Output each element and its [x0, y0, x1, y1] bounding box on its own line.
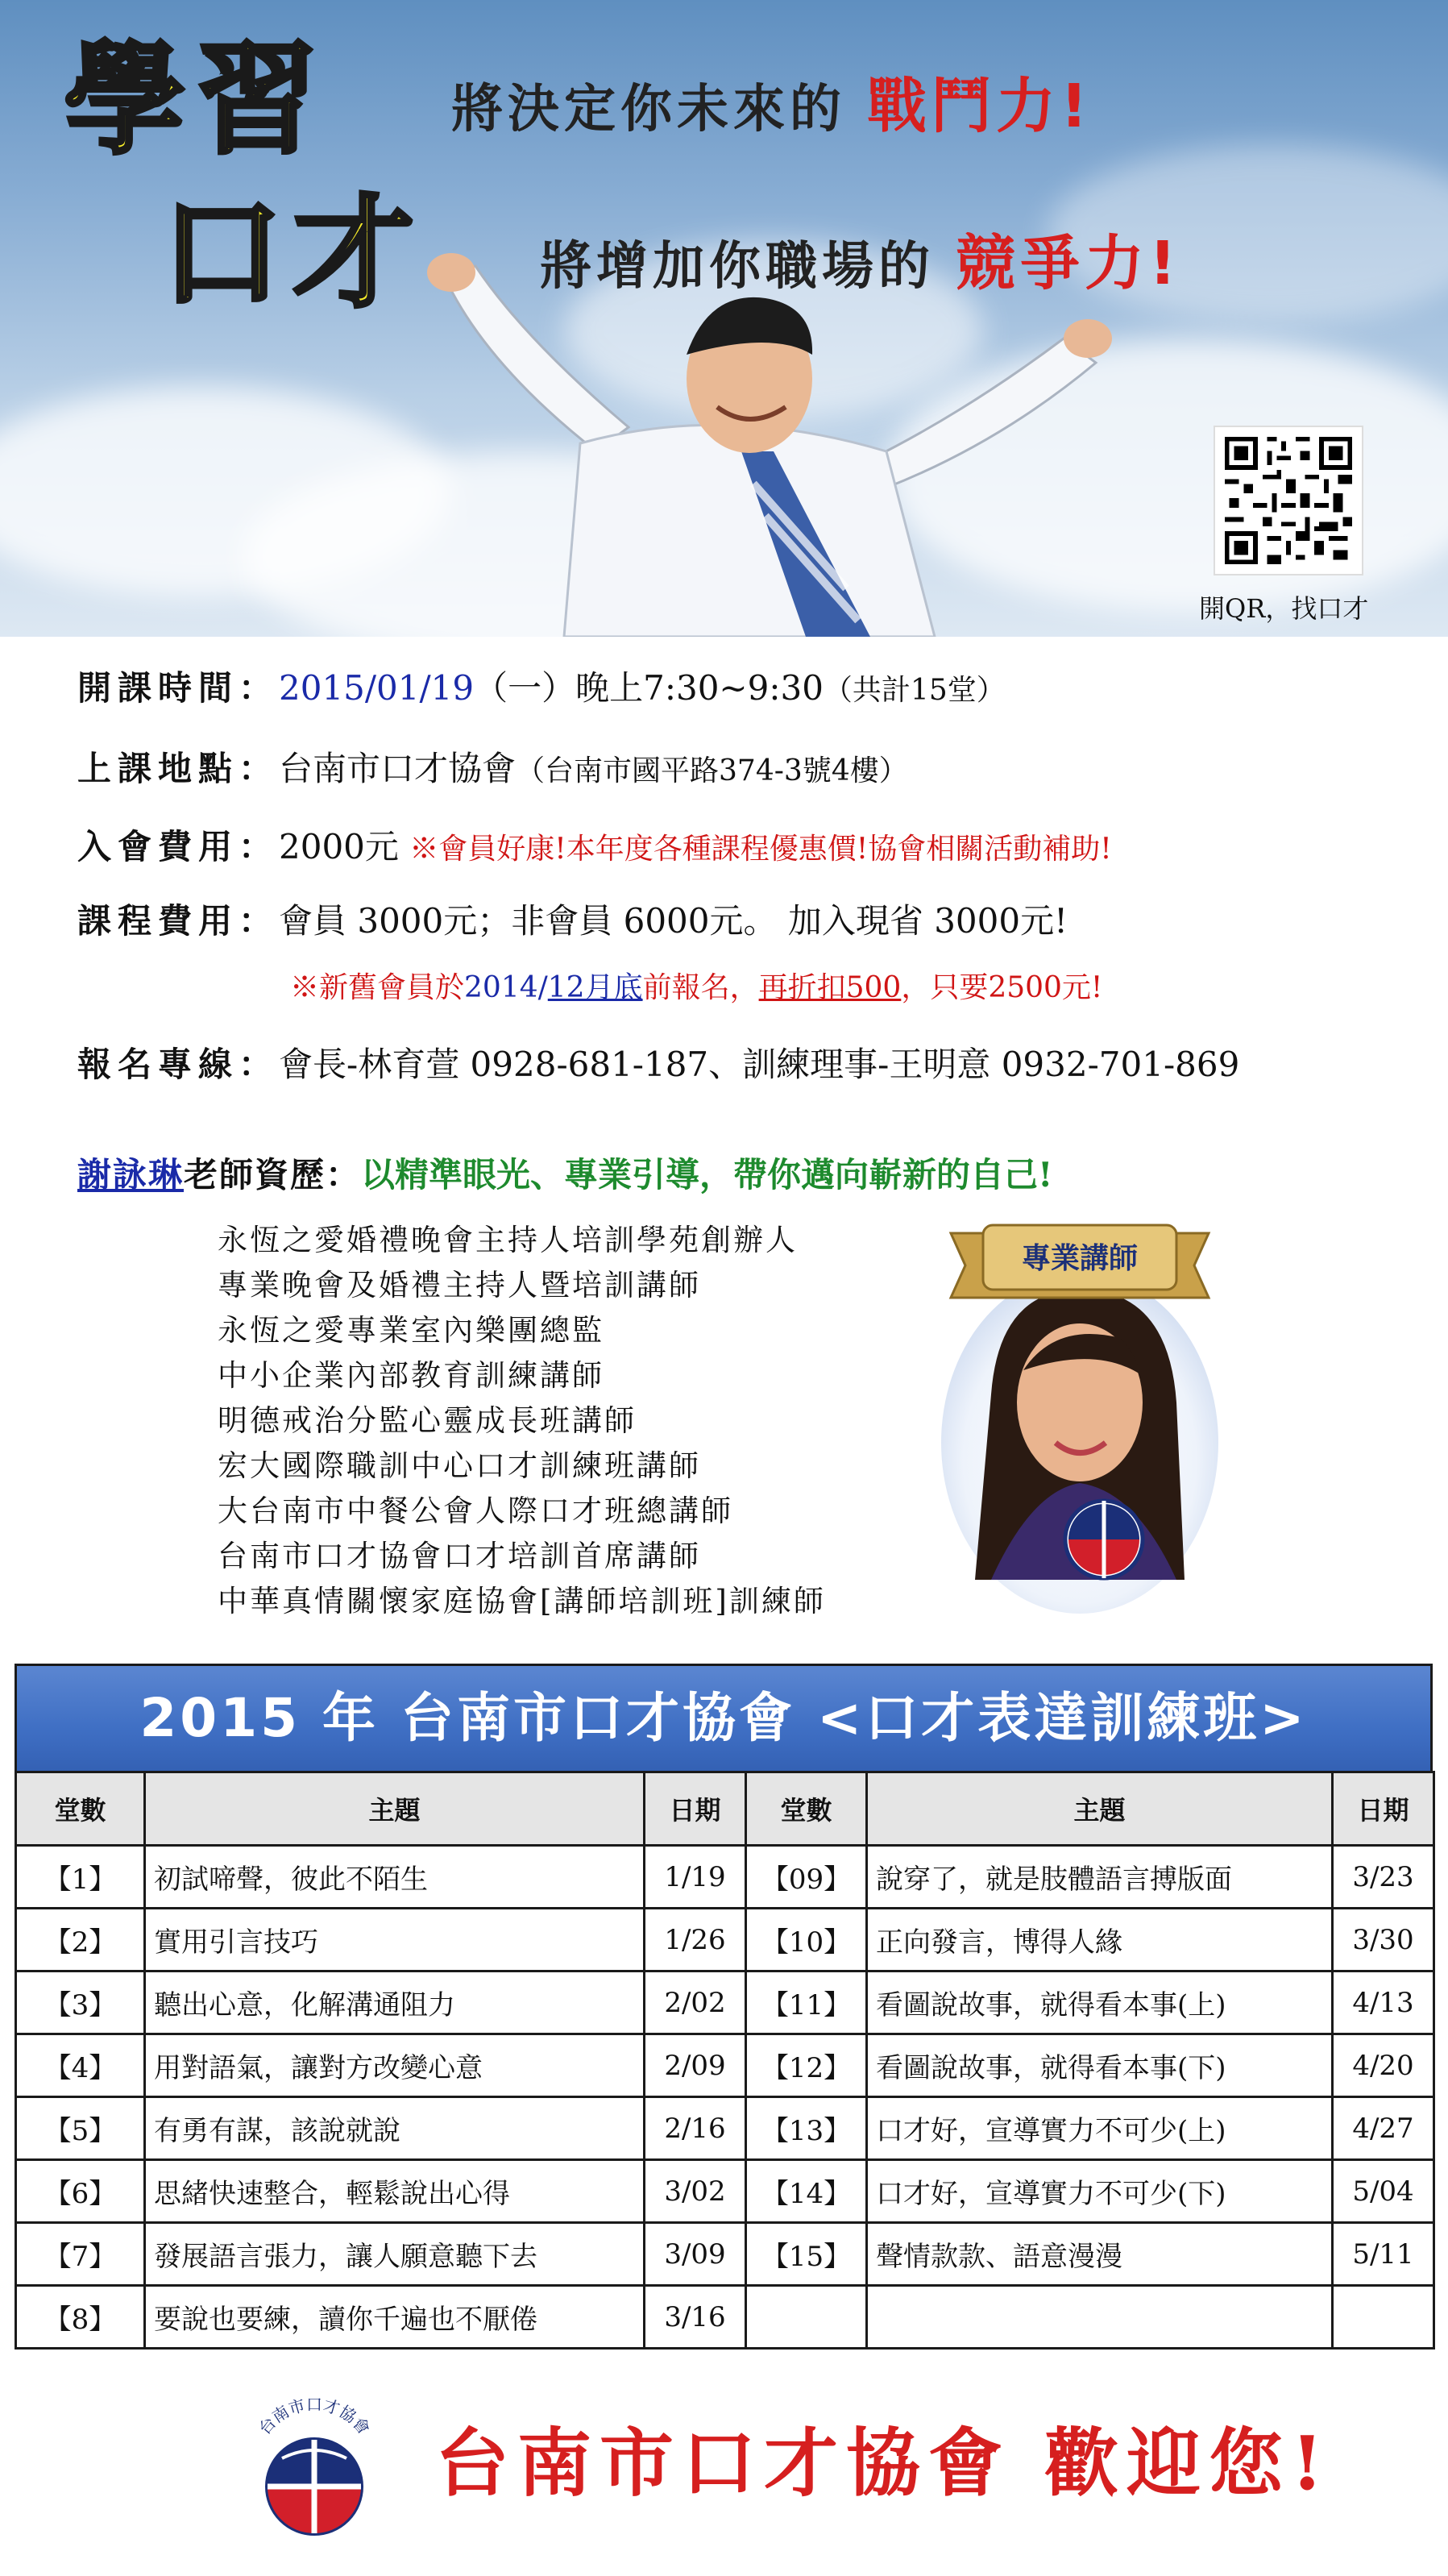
discount-prefix: ※新舊會員於 — [290, 971, 465, 1004]
hero-line-1-highlight: 戰鬥力! — [867, 72, 1093, 141]
lesson-topic — [867, 2286, 1333, 2349]
table-row — [16, 2160, 1434, 2223]
lesson-date: 4/20 — [1333, 2034, 1434, 2097]
lesson-no: 【14】 — [746, 2160, 867, 2223]
header-date-right: 日期 — [1333, 1772, 1434, 1846]
hero-word-learn: 學習 — [64, 31, 330, 171]
table-row — [16, 1909, 1434, 1971]
place-label: 上課地點： — [77, 749, 280, 788]
header-date-left: 日期 — [645, 1772, 746, 1846]
schedule-title: 2015 年 台南市口才協會 <口才表達訓練班> — [15, 1664, 1433, 1771]
teacher-portrait — [935, 1201, 1225, 1620]
lesson-date: 3/02 — [645, 2160, 746, 2223]
lesson-topic: 看圖說故事，就得看本事(上) — [867, 1971, 1333, 2034]
discount-month: 12月底 — [547, 971, 643, 1004]
lesson-topic: 口才好，宣導實力不可少(上) — [867, 2097, 1333, 2160]
lesson-date: 1/26 — [645, 1909, 746, 1971]
lesson-topic: 實用引言技巧 — [145, 1909, 645, 1971]
lesson-topic: 看圖說故事，就得看本事(下) — [867, 2034, 1333, 2097]
lesson-date: 3/30 — [1333, 1909, 1434, 1971]
fee-value: 2000元 — [279, 827, 399, 866]
lesson-no: 【5】 — [16, 2097, 145, 2160]
lesson-topic: 口才好，宣導實力不可少(下) — [867, 2160, 1333, 2223]
lesson-date: 4/27 — [1333, 2097, 1434, 2160]
credential-item: 台南市口才協會口才培訓首席講師 — [218, 1539, 701, 1573]
lesson-topic: 聲情款款、語意漫漫 — [867, 2223, 1333, 2286]
lesson-no: 【8】 — [16, 2286, 145, 2349]
lesson-date: 5/04 — [1333, 2160, 1434, 2223]
header-lesson-left: 堂數 — [16, 1772, 145, 1846]
credential-item: 永恆之愛婚禮晚會主持人培訓學苑創辦人 — [218, 1223, 798, 1257]
lesson-no: 【09】 — [746, 1846, 867, 1909]
lesson-no — [746, 2286, 867, 2349]
lesson-no: 【1】 — [16, 1846, 145, 1909]
lesson-topic: 要說也要練，讀你千遍也不厭倦 — [145, 2286, 645, 2349]
schedule-table — [15, 1664, 1433, 2350]
credential-item: 明德戒治分監心靈成長班講師 — [218, 1403, 637, 1438]
lesson-no: 【15】 — [746, 2223, 867, 2286]
teacher-name[interactable]: 謝詠琳 — [77, 1155, 185, 1195]
course-value: 會員 3000元；非會員 6000元。 加入現省 3000元! — [279, 901, 1068, 941]
lesson-date: 3/16 — [645, 2286, 746, 2349]
lesson-date: 3/09 — [645, 2223, 746, 2286]
course-table — [15, 1771, 1435, 2350]
hero-line-1-text: 將決定你未來的 — [451, 80, 846, 139]
discount-year: 2014/ — [464, 971, 548, 1004]
table-row — [16, 1846, 1434, 1909]
place-name: 台南市口才協會 — [279, 749, 517, 788]
table-row — [16, 2097, 1434, 2160]
credential-item: 中華真情關懷家庭協會[講師培訓班]訓練師 — [218, 1584, 826, 1618]
lesson-no: 【6】 — [16, 2160, 145, 2223]
course-label: 課程費用： — [77, 901, 280, 941]
hero-line-2 — [540, 229, 1181, 298]
lesson-date: 5/11 — [1333, 2223, 1434, 2286]
lesson-no: 【7】 — [16, 2223, 145, 2286]
credential-item: 大台南市中餐公會人際口才班總講師 — [218, 1494, 733, 1528]
info-signup — [77, 1045, 1240, 1084]
lesson-topic: 有勇有謀，該說就說 — [145, 2097, 645, 2160]
qr-code[interactable] — [1215, 427, 1362, 574]
lesson-no: 【4】 — [16, 2034, 145, 2097]
lesson-topic: 正向發言，博得人緣 — [867, 1909, 1333, 1971]
discount-mid: 前報名， — [642, 971, 759, 1004]
lesson-no: 【12】 — [746, 2034, 867, 2097]
lesson-topic: 發展語言張力，讓人願意聽下去 — [145, 2223, 645, 2286]
lesson-no: 【11】 — [746, 1971, 867, 2034]
time-note: （共計15堂） — [823, 674, 1006, 707]
lesson-date: 2/16 — [645, 2097, 746, 2160]
credential-item: 專業晚會及婚禮主持人暨培訓講師 — [218, 1268, 701, 1303]
lesson-no: 【3】 — [16, 1971, 145, 2034]
info-discount — [290, 971, 1103, 1004]
time-label: 開課時間： — [77, 668, 280, 708]
table-header-row — [16, 1772, 1434, 1846]
signup-label: 報名專線： — [77, 1045, 280, 1084]
hero-banner — [0, 0, 1448, 637]
header-lesson-right: 堂數 — [746, 1772, 867, 1846]
discount-suffix: ，只要2500元! — [901, 971, 1103, 1004]
lesson-date: 2/02 — [645, 1971, 746, 2034]
info-time — [77, 668, 1006, 708]
logo-text-path: 台南市口才協會 — [255, 2395, 374, 2439]
lesson-topic: 用對語氣，讓對方改變心意 — [145, 2034, 645, 2097]
table-row — [16, 2223, 1434, 2286]
credential-item: 永恆之愛專業室內樂團總監 — [218, 1313, 604, 1348]
qr-caption: 開QR，找口才 — [1199, 593, 1369, 624]
lesson-no: 【13】 — [746, 2097, 867, 2160]
credential-item: 中小企業內部教育訓練講師 — [218, 1358, 604, 1393]
table-row — [16, 2286, 1434, 2349]
info-place — [77, 749, 908, 788]
teacher-title: 老師資歷： — [184, 1155, 362, 1195]
logo-text — [255, 2395, 374, 2438]
fee-note: ※會員好康!本年度各種課程優惠價!協會相關活動補助! — [409, 833, 1112, 866]
lesson-topic: 說穿了，就是肢體語言搏版面 — [867, 1846, 1333, 1909]
lesson-no: 【2】 — [16, 1909, 145, 1971]
portrait-badge-text: 專業講師 — [1021, 1241, 1139, 1275]
lesson-date: 1/19 — [645, 1846, 746, 1909]
teacher-heading — [77, 1155, 1053, 1195]
man-raising-arms-illustration — [387, 242, 1176, 637]
time-date: 2015/01/19 — [279, 668, 475, 708]
hero-line-2-text: 將增加你職場的 — [540, 237, 935, 297]
credential-item: 宏大國際職訓中心口才訓練班講師 — [218, 1448, 701, 1483]
lesson-topic: 初試啼聲，彼此不陌生 — [145, 1846, 645, 1909]
footer-welcome: 台南市口才協會 歡迎您! — [435, 2420, 1332, 2507]
hero-line-2-highlight: 競爭力! — [956, 229, 1181, 298]
lesson-topic: 聽出心意，化解溝通阻力 — [145, 1971, 645, 2034]
header-topic-left: 主題 — [145, 1772, 645, 1846]
lesson-date: 2/09 — [645, 2034, 746, 2097]
hero-word-eloquence: 口才 — [161, 184, 426, 324]
table-row — [16, 2034, 1434, 2097]
table-row — [16, 1971, 1434, 2034]
discount-amount: 再折扣500 — [758, 971, 902, 1004]
lesson-no: 【10】 — [746, 1909, 867, 1971]
time-rest: （一）晚上7:30~9:30 — [474, 668, 824, 708]
lesson-topic: 思緒快速整合，輕鬆說出心得 — [145, 2160, 645, 2223]
lesson-date: 3/23 — [1333, 1846, 1434, 1909]
fee-label: 入會費用： — [77, 827, 280, 866]
association-logo — [234, 2386, 395, 2547]
teacher-slogan: 以精準眼光、專業引導，帶你邁向嶄新的自己! — [361, 1155, 1053, 1195]
lesson-date — [1333, 2286, 1434, 2349]
info-fee — [77, 827, 1112, 866]
header-topic-right: 主題 — [867, 1772, 1333, 1846]
hero-line-1 — [451, 72, 1093, 141]
lesson-date: 4/13 — [1333, 1971, 1434, 2034]
signup-value: 會長-林育萱 0928-681-187、訓練理事-王明意 0932-701-869 — [279, 1045, 1240, 1084]
info-course-fee — [77, 901, 1068, 941]
place-address: （台南市國平路374-3號4樓） — [516, 754, 908, 787]
